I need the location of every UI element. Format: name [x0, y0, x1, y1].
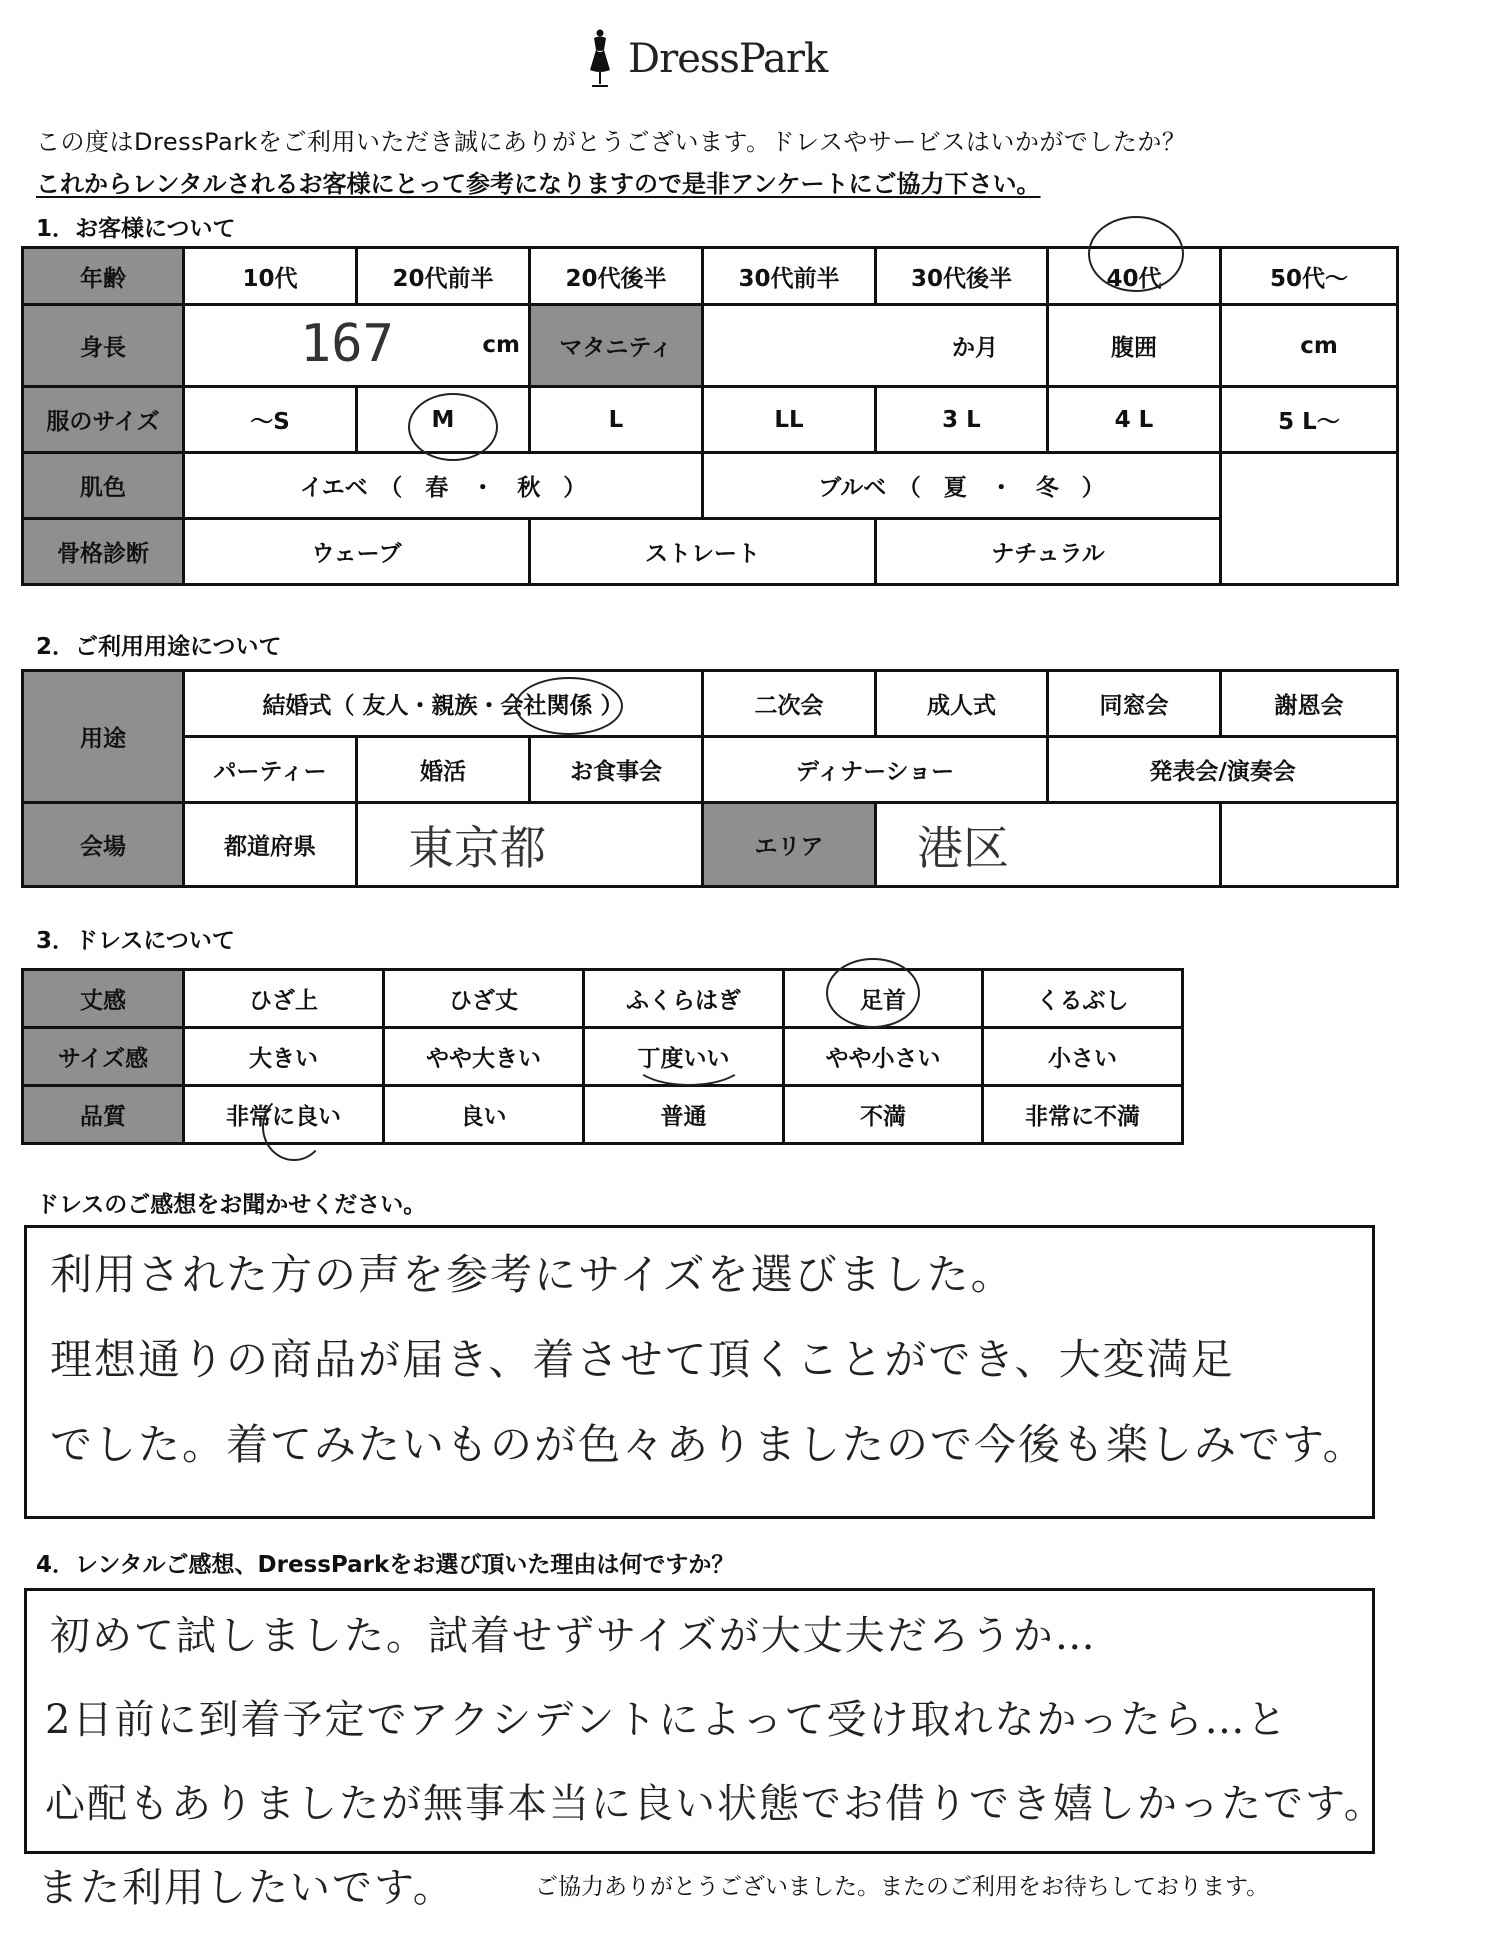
section2-title: 2．ご利用用途について — [36, 634, 282, 660]
thanks-footer: ご協力ありがとうございました。またのご利用をお待ちしております。 — [535, 1874, 1270, 1900]
reason-line: 2日前に到着予定でアクシデントによって受け取れなかったら…と — [45, 1697, 1289, 1743]
prefecture-label: 都道府県 — [184, 803, 357, 887]
body-label: 骨格診断 — [23, 519, 184, 585]
size-option[interactable]: LL — [703, 387, 876, 453]
customer-table — [21, 246, 1399, 586]
age-option-selected[interactable]: 40代 — [1048, 248, 1221, 305]
selection-circle — [515, 677, 623, 735]
reason-line: また利用したいです。 — [38, 1865, 455, 1911]
area-label: エリア — [703, 803, 876, 887]
area-value: 港区 — [917, 820, 1010, 875]
height-field[interactable] — [184, 305, 530, 387]
quality-option[interactable]: 不満 — [784, 1086, 983, 1144]
intro-request: これからレンタルされるお客様にとって参考になりますので是非アンケートにご協力下さい。 — [36, 170, 1041, 198]
length-label: 丈感 — [23, 970, 184, 1028]
fit-option[interactable]: 大きい — [184, 1028, 384, 1086]
fit-option[interactable]: やや大きい — [384, 1028, 584, 1086]
length-option-selected[interactable]: 足首 — [784, 970, 983, 1028]
section1-title: 1．お客様について — [36, 216, 236, 242]
usage-option[interactable]: ディナーショー — [703, 737, 1048, 803]
age-option[interactable]: 20代後半 — [530, 248, 703, 305]
selection-circle — [632, 1036, 746, 1086]
skin-yellow-option[interactable]: イエベ （ 春 ・ 秋 ） — [184, 453, 703, 519]
height-unit: cm — [482, 332, 520, 358]
usage-option[interactable]: 発表会/演奏会 — [1048, 737, 1398, 803]
waist-unit: cm — [1300, 332, 1338, 359]
length-option[interactable]: ひざ丈 — [384, 970, 584, 1028]
age-option[interactable]: 50代～ — [1221, 248, 1398, 305]
body-option[interactable]: ウェーブ — [184, 519, 530, 585]
quality-label: 品質 — [23, 1086, 184, 1144]
fit-option-selected[interactable]: 丁度いい — [584, 1028, 784, 1086]
reason-line: 初めて試しました。試着せずサイズが大丈夫だろうか… — [50, 1613, 1097, 1659]
fit-label: サイズ感 — [23, 1028, 184, 1086]
usage-option[interactable]: 婚活 — [357, 737, 530, 803]
usage-option[interactable]: お食事会 — [530, 737, 703, 803]
size-option[interactable]: L — [530, 387, 703, 453]
length-option[interactable]: ひざ上 — [184, 970, 384, 1028]
selection-circle — [826, 958, 920, 1028]
logo-text: DressPark — [628, 36, 828, 82]
size-option[interactable]: 3 L — [876, 387, 1048, 453]
impression-title: ドレスのご感想をお聞かせください。 — [36, 1192, 427, 1218]
age-label: 年齢 — [23, 248, 184, 305]
body-option[interactable]: ストレート — [530, 519, 876, 585]
prefecture-value: 東京都 — [408, 820, 546, 875]
usage-label: 用途 — [23, 671, 184, 803]
quality-option[interactable]: 非常に不満 — [983, 1086, 1183, 1144]
age-option[interactable]: 30代後半 — [876, 248, 1048, 305]
usage-option[interactable]: 成人式 — [876, 671, 1048, 737]
maternity-unit: か月 — [952, 335, 998, 361]
fit-option[interactable]: やや小さい — [784, 1028, 983, 1086]
waist-label: 腹囲 — [1048, 305, 1221, 387]
usage-option[interactable]: 二次会 — [703, 671, 876, 737]
fit-option[interactable]: 小さい — [983, 1028, 1183, 1086]
length-option[interactable]: ふくらはぎ — [584, 970, 784, 1028]
age-option[interactable]: 30代前半 — [703, 248, 876, 305]
reason-line: 心配もありましたが無事本当に良い状態でお借りでき嬉しかったです。 — [45, 1781, 1386, 1827]
selection-circle — [408, 393, 498, 461]
quality-option[interactable]: 良い — [384, 1086, 584, 1144]
age-option[interactable]: 20代前半 — [357, 248, 530, 305]
size-option[interactable]: 4 L — [1048, 387, 1221, 453]
dress-table — [21, 968, 1184, 1145]
impression-line: 利用された方の声を参考にサイズを選びました。 — [50, 1250, 1015, 1299]
intro-text: この度はDressParkをご利用いただき誠にありがとうございます。ドレスやサービスはいかがでしたか？ — [36, 128, 1187, 156]
quality-option[interactable]: 普通 — [584, 1086, 784, 1144]
selection-circle — [262, 1093, 326, 1161]
size-option[interactable]: 5 L～ — [1221, 387, 1398, 453]
maternity-field[interactable] — [703, 305, 1048, 387]
impression-line: でした。着てみたいものが色々ありましたので今後も楽しみです。 — [50, 1420, 1367, 1469]
usage-wedding[interactable]: 結婚式（ 友人・親族・会社関係 ） — [184, 671, 703, 737]
venue-label: 会場 — [23, 803, 184, 887]
usage-option[interactable]: 謝恩会 — [1221, 671, 1398, 737]
usage-option[interactable]: 同窓会 — [1048, 671, 1221, 737]
waist-field[interactable] — [1221, 305, 1398, 387]
quality-option-selected[interactable]: 非常に良い — [184, 1086, 384, 1144]
height-label: 身長 — [23, 305, 184, 387]
prefecture-field[interactable] — [357, 803, 703, 887]
usage-option[interactable]: パーティー — [184, 737, 357, 803]
section3-title: 3．ドレスについて — [36, 928, 235, 954]
maternity-label: マタニティ — [530, 305, 703, 387]
section4-title: 4．レンタルご感想、DressParkをお選び頂いた理由は何ですか？ — [36, 1552, 735, 1578]
selection-circle — [1088, 216, 1184, 292]
size-option[interactable]: ～S — [184, 387, 357, 453]
skin-label: 肌色 — [23, 453, 184, 519]
usage-table — [21, 669, 1399, 888]
skin-blue-option[interactable]: ブルベ （ 夏 ・ 冬 ） — [703, 453, 1221, 519]
area-field[interactable] — [876, 803, 1221, 887]
impression-line: 理想通りの商品が届き、着させて頂くことができ、大変満足 — [50, 1335, 1235, 1384]
length-option[interactable]: くるぶし — [983, 970, 1183, 1028]
height-value: 167 — [300, 314, 394, 374]
dress-form-icon — [580, 28, 620, 90]
body-option[interactable]: ナチュラル — [876, 519, 1221, 585]
size-option-selected[interactable]: M — [357, 387, 530, 453]
age-option[interactable]: 10代 — [184, 248, 357, 305]
brand-logo — [580, 28, 827, 90]
size-label: 服のサイズ — [23, 387, 184, 453]
